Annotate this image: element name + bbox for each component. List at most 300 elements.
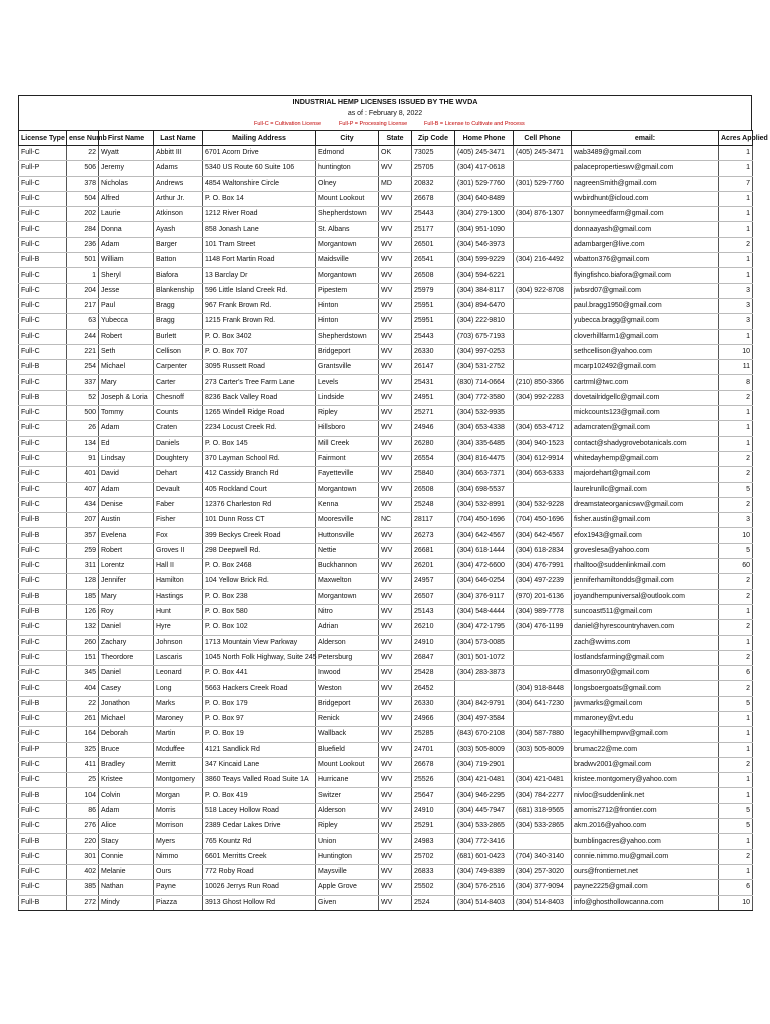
cell-zip-code: 24701 <box>412 742 455 757</box>
cell-last-name: Bragg <box>154 314 203 329</box>
cell-zip-code: 26678 <box>412 757 455 772</box>
cell-first-name: David <box>99 467 154 482</box>
table-row <box>19 253 753 268</box>
cell-license-type: Full-B <box>19 528 67 543</box>
cell-home-phone: (304) 646-0254 <box>455 574 514 589</box>
cell-state: WV <box>379 436 412 451</box>
cell-state: WV <box>379 650 412 665</box>
cell-first-name: Lindsay <box>99 451 154 466</box>
cell-cell-phone: (304) 377-9094 <box>514 880 572 895</box>
cell-email: connie.nimmo.mu@gmail.com <box>572 849 719 864</box>
cell-zip-code: 26507 <box>412 589 455 604</box>
cell-mailing-address: 772 Roby Road <box>203 864 316 879</box>
cell-license-type: Full-C <box>19 329 67 344</box>
cell-state: WV <box>379 742 412 757</box>
cell-city: Fairmont <box>316 451 379 466</box>
cell-zip-code: 26273 <box>412 528 455 543</box>
cell-license-type: Full-C <box>19 635 67 650</box>
cell-home-phone: (303) 505-8009 <box>455 742 514 757</box>
cell-license-number: 63 <box>67 314 99 329</box>
header-row <box>19 131 753 146</box>
cell-license-number: 325 <box>67 742 99 757</box>
cell-state: WV <box>379 543 412 558</box>
cell-state: WV <box>379 711 412 726</box>
cell-cell-phone: (304) 918-8448 <box>514 681 572 696</box>
cell-home-phone: (304) 531-2752 <box>455 360 514 375</box>
cell-city: Mount Lookout <box>316 191 379 206</box>
cell-mailing-address: 101 Tram Street <box>203 237 316 252</box>
cell-mailing-address: P. O. Box 102 <box>203 620 316 635</box>
cell-email: jenniferhamiltondds@gmail.com <box>572 574 719 589</box>
cell-license-number: 500 <box>67 406 99 421</box>
cell-zip-code: 26147 <box>412 360 455 375</box>
cell-zip-code: 20832 <box>412 176 455 191</box>
cell-cell-phone <box>514 711 572 726</box>
cell-acres-applied: 1 <box>719 788 753 803</box>
cell-mailing-address: P. O. Box 707 <box>203 344 316 359</box>
cell-cell-phone <box>514 161 572 176</box>
cell-home-phone: (304) 772-3416 <box>455 834 514 849</box>
cell-license-number: 236 <box>67 237 99 252</box>
cell-email: mcarp102492@gmail.com <box>572 360 719 375</box>
cell-home-phone: (304) 335-6485 <box>455 436 514 451</box>
table-row <box>19 329 753 344</box>
cell-license-number: 126 <box>67 604 99 619</box>
cell-zip-code: 24957 <box>412 574 455 589</box>
cell-zip-code: 25271 <box>412 406 455 421</box>
cell-license-type: Full-C <box>19 711 67 726</box>
table-row <box>19 161 753 176</box>
cell-email: fisher.austin@gmail.com <box>572 513 719 528</box>
legend-full-p: Full-P = Processing License <box>339 121 408 127</box>
cell-last-name: Arthur Jr. <box>154 191 203 206</box>
cell-cell-phone: (304) 514-8403 <box>514 895 572 910</box>
cell-mailing-address: 13 Barclay Dr <box>203 268 316 283</box>
cell-license-type: Full-C <box>19 757 67 772</box>
cell-home-phone: (304) 698-5537 <box>455 482 514 497</box>
cell-zip-code: 25647 <box>412 788 455 803</box>
cell-acres-applied: 8 <box>719 375 753 390</box>
cell-first-name: Laurie <box>99 207 154 222</box>
cell-license-number: 402 <box>67 864 99 879</box>
cell-cell-phone: (304) 876-1307 <box>514 207 572 222</box>
cell-zip-code: 26541 <box>412 253 455 268</box>
cell-home-phone: (704) 450-1696 <box>455 513 514 528</box>
cell-license-number: 506 <box>67 161 99 176</box>
cell-license-number: 221 <box>67 344 99 359</box>
cell-cell-phone: (304) 992-2283 <box>514 390 572 405</box>
table-row <box>19 436 753 451</box>
cell-city: Mount Lookout <box>316 757 379 772</box>
cell-last-name: Ayash <box>154 222 203 237</box>
cell-city: huntington <box>316 161 379 176</box>
cell-acres-applied: 1 <box>719 406 753 421</box>
cell-mailing-address: 4121 Sandlick Rd <box>203 742 316 757</box>
table-row <box>19 650 753 665</box>
cell-cell-phone: (704) 450-1696 <box>514 513 572 528</box>
cell-state: WV <box>379 268 412 283</box>
cell-cell-phone: (304) 663-6333 <box>514 467 572 482</box>
cell-license-number: 254 <box>67 360 99 375</box>
cell-city: Morgantown <box>316 589 379 604</box>
cell-last-name: Blankenship <box>154 283 203 298</box>
cell-first-name: Lorentz <box>99 559 154 574</box>
column-header-license-number: ense Numb <box>67 131 99 146</box>
table-row <box>19 711 753 726</box>
cell-license-number: 261 <box>67 711 99 726</box>
cell-zip-code: 26452 <box>412 681 455 696</box>
cell-cell-phone: (304) 497-2239 <box>514 574 572 589</box>
cell-state: WV <box>379 283 412 298</box>
cell-license-number: 378 <box>67 176 99 191</box>
cell-license-number: 411 <box>67 757 99 772</box>
cell-first-name: Jeremy <box>99 161 154 176</box>
cell-state: WV <box>379 895 412 910</box>
cell-license-number: 345 <box>67 666 99 681</box>
cell-license-type: Full-C <box>19 819 67 834</box>
cell-license-type: Full-C <box>19 176 67 191</box>
cell-state: WV <box>379 528 412 543</box>
cell-cell-phone: (304) 940-1523 <box>514 436 572 451</box>
cell-email: kristee.montgomery@yahoo.com <box>572 773 719 788</box>
column-header-cell-phone: Cell Phone <box>514 131 572 146</box>
cell-city: Lindside <box>316 390 379 405</box>
cell-mailing-address: P. O. Box 580 <box>203 604 316 619</box>
cell-acres-applied: 3 <box>719 283 753 298</box>
cell-city: Fayetteville <box>316 467 379 482</box>
cell-state: WV <box>379 803 412 818</box>
cell-last-name: Hastings <box>154 589 203 604</box>
cell-state: WV <box>379 574 412 589</box>
cell-first-name: Joseph & Loria <box>99 390 154 405</box>
cell-license-number: 151 <box>67 650 99 665</box>
cell-email: palacepropertieswv@gmail.com <box>572 161 719 176</box>
cell-email: jwvmarks@gmail.com <box>572 696 719 711</box>
cell-home-phone: (304) 749-8389 <box>455 864 514 879</box>
cell-zip-code: 26847 <box>412 650 455 665</box>
cell-first-name: Robert <box>99 543 154 558</box>
cell-email: wab3489@gmail.com <box>572 146 719 161</box>
cell-license-type: Full-C <box>19 283 67 298</box>
cell-first-name: Alfred <box>99 191 154 206</box>
cell-email: adambarger@live.com <box>572 237 719 252</box>
cell-email: brumac22@me.com <box>572 742 719 757</box>
table-row <box>19 222 753 237</box>
cell-acres-applied: 1 <box>719 146 753 161</box>
cell-mailing-address: 8236 Back Valley Road <box>203 390 316 405</box>
cell-last-name: Bragg <box>154 298 203 313</box>
cell-state: WV <box>379 191 412 206</box>
cell-zip-code: 25177 <box>412 222 455 237</box>
cell-city: Huttonsville <box>316 528 379 543</box>
cell-zip-code: 25443 <box>412 207 455 222</box>
cell-zip-code: 24910 <box>412 635 455 650</box>
cell-state: WV <box>379 421 412 436</box>
cell-mailing-address: 967 Frank Brown Rd. <box>203 298 316 313</box>
cell-cell-phone: (304) 216-4492 <box>514 253 572 268</box>
cell-home-phone: (304) 472-1795 <box>455 620 514 635</box>
cell-first-name: Casey <box>99 681 154 696</box>
cell-email: jwbsrd07@gmail.com <box>572 283 719 298</box>
cell-license-number: 260 <box>67 635 99 650</box>
cell-city: Hurricane <box>316 773 379 788</box>
cell-state: WV <box>379 604 412 619</box>
cell-first-name: Mindy <box>99 895 154 910</box>
cell-zip-code: 25951 <box>412 298 455 313</box>
cell-cell-phone: (304) 618-2834 <box>514 543 572 558</box>
cell-state: WV <box>379 207 412 222</box>
cell-home-phone: (405) 245-3471 <box>455 146 514 161</box>
cell-mailing-address: 10026 Jerrys Run Road <box>203 880 316 895</box>
cell-license-number: 1 <box>67 268 99 283</box>
cell-home-phone: (304) 417-0618 <box>455 161 514 176</box>
cell-mailing-address: 101 Dunn Ross CT <box>203 513 316 528</box>
cell-email: cloverhillfarm1@gmail.com <box>572 329 719 344</box>
cell-email: nivloc@suddenlink.net <box>572 788 719 803</box>
cell-state: WV <box>379 161 412 176</box>
cell-zip-code: 26210 <box>412 620 455 635</box>
cell-mailing-address: 405 Rockland Court <box>203 482 316 497</box>
cell-zip-code: 24946 <box>412 421 455 436</box>
cell-license-type: Full-C <box>19 207 67 222</box>
cell-zip-code: 25705 <box>412 161 455 176</box>
cell-zip-code: 2524 <box>412 895 455 910</box>
cell-acres-applied: 7 <box>719 176 753 191</box>
cell-first-name: Ed <box>99 436 154 451</box>
table-row <box>19 895 753 910</box>
cell-acres-applied: 5 <box>719 819 753 834</box>
cell-acres-applied: 1 <box>719 222 753 237</box>
table-row <box>19 375 753 390</box>
cell-home-phone: (304) 533-2865 <box>455 819 514 834</box>
cell-license-type: Full-C <box>19 620 67 635</box>
cell-city: Levels <box>316 375 379 390</box>
cell-home-phone: (304) 842-9791 <box>455 696 514 711</box>
cell-city: Maidsville <box>316 253 379 268</box>
cell-cell-phone: (304) 653-4712 <box>514 421 572 436</box>
cell-mailing-address: P. O. Box 19 <box>203 727 316 742</box>
cell-zip-code: 26554 <box>412 451 455 466</box>
cell-acres-applied: 1 <box>719 161 753 176</box>
cell-email: wvbirdhunt@icloud.com <box>572 191 719 206</box>
cell-zip-code: 24910 <box>412 803 455 818</box>
cell-mailing-address: 4854 Waltonshire Circle <box>203 176 316 191</box>
cell-city: Bridgeport <box>316 344 379 359</box>
table-row <box>19 696 753 711</box>
table-row <box>19 834 753 849</box>
cell-license-type: Full-C <box>19 773 67 788</box>
cell-city: Apple Grove <box>316 880 379 895</box>
legend-full-c: Full-C = Cultivation License <box>254 121 322 127</box>
cell-first-name: Bradley <box>99 757 154 772</box>
cell-city: Nitro <box>316 604 379 619</box>
cell-acres-applied: 1 <box>719 253 753 268</box>
cell-email: dreamstateorganicswv@gmail.com <box>572 497 719 512</box>
cell-home-phone: (681) 601-0423 <box>455 849 514 864</box>
cell-city: Ripley <box>316 819 379 834</box>
cell-zip-code: 26681 <box>412 543 455 558</box>
cell-city: Grantsville <box>316 360 379 375</box>
cell-license-type: Full-C <box>19 803 67 818</box>
column-header-last-name: Last Name <box>154 131 203 146</box>
table-row <box>19 803 753 818</box>
cell-cell-phone: (704) 340-3140 <box>514 849 572 864</box>
cell-first-name: Connie <box>99 849 154 864</box>
cell-state: WV <box>379 298 412 313</box>
cell-last-name: Morrison <box>154 819 203 834</box>
cell-license-number: 22 <box>67 696 99 711</box>
cell-license-type: Full-C <box>19 650 67 665</box>
cell-cell-phone: (405) 245-3471 <box>514 146 572 161</box>
cell-state: WV <box>379 666 412 681</box>
cell-cell-phone <box>514 834 572 849</box>
cell-cell-phone: (304) 587-7880 <box>514 727 572 742</box>
cell-city: Buckhannon <box>316 559 379 574</box>
cell-zip-code: 25526 <box>412 773 455 788</box>
cell-state: WV <box>379 451 412 466</box>
cell-license-type: Full-C <box>19 482 67 497</box>
cell-mailing-address: 347 Kincaid Lane <box>203 757 316 772</box>
cell-acres-applied: 6 <box>719 666 753 681</box>
cell-acres-applied: 1 <box>719 191 753 206</box>
cell-acres-applied: 3 <box>719 513 753 528</box>
cell-first-name: Michael <box>99 360 154 375</box>
cell-email: suncoast511@gmail.com <box>572 604 719 619</box>
cell-home-phone: (304) 618-1444 <box>455 543 514 558</box>
cell-first-name: Daniel <box>99 620 154 635</box>
cell-zip-code: 25431 <box>412 375 455 390</box>
cell-zip-code: 25840 <box>412 467 455 482</box>
cell-mailing-address: 858 Jonash Lane <box>203 222 316 237</box>
cell-license-type: Full-C <box>19 451 67 466</box>
cell-mailing-address: 518 Lacey Hollow Road <box>203 803 316 818</box>
cell-acres-applied: 5 <box>719 482 753 497</box>
license-sheet <box>18 95 768 911</box>
cell-home-phone: (304) 642-4567 <box>455 528 514 543</box>
cell-last-name: Merritt <box>154 757 203 772</box>
cell-license-number: 301 <box>67 849 99 864</box>
cell-state: WV <box>379 344 412 359</box>
cell-license-type: Full-C <box>19 268 67 283</box>
cell-mailing-address: P. O. Box 2468 <box>203 559 316 574</box>
cell-license-type: Full-B <box>19 253 67 268</box>
cell-license-type: Full-C <box>19 314 67 329</box>
cell-email: amorris2712@frontier.com <box>572 803 719 818</box>
cell-mailing-address: P. O. Box 441 <box>203 666 316 681</box>
table-row <box>19 344 753 359</box>
table-row <box>19 360 753 375</box>
table-row <box>19 620 753 635</box>
cell-license-number: 134 <box>67 436 99 451</box>
cell-home-phone: (304) 653-4338 <box>455 421 514 436</box>
cell-last-name: Daniels <box>154 436 203 451</box>
cell-license-type: Full-B <box>19 895 67 910</box>
cell-license-type: Full-B <box>19 589 67 604</box>
cell-email: mickcounts123@gmail.com <box>572 406 719 421</box>
cell-city: Shepherdstown <box>316 329 379 344</box>
cell-state: WV <box>379 681 412 696</box>
cell-last-name: Morris <box>154 803 203 818</box>
cell-first-name: Adam <box>99 803 154 818</box>
cell-home-phone: (843) 670-2108 <box>455 727 514 742</box>
cell-home-phone: (304) 663-7371 <box>455 467 514 482</box>
cell-cell-phone <box>514 650 572 665</box>
cell-license-number: 504 <box>67 191 99 206</box>
cell-email: bradwv2001@gmail.com <box>572 757 719 772</box>
cell-first-name: Roy <box>99 604 154 619</box>
cell-acres-applied: 1 <box>719 742 753 757</box>
cell-email: sethcellison@yahoo.com <box>572 344 719 359</box>
cell-license-type: Full-C <box>19 864 67 879</box>
cell-acres-applied: 6 <box>719 880 753 895</box>
cell-mailing-address: 104 Yellow Brick Rd. <box>203 574 316 589</box>
cell-zip-code: 25702 <box>412 849 455 864</box>
cell-home-phone <box>455 681 514 696</box>
cell-home-phone: (304) 816-4475 <box>455 451 514 466</box>
cell-first-name: Daniel <box>99 666 154 681</box>
table-row <box>19 773 753 788</box>
cell-city: Bridgeport <box>316 696 379 711</box>
cell-mailing-address: 1215 Frank Brown Rd. <box>203 314 316 329</box>
table-row <box>19 207 753 222</box>
cell-license-type: Full-P <box>19 742 67 757</box>
cell-license-number: 202 <box>67 207 99 222</box>
cell-cell-phone: (970) 201-6136 <box>514 589 572 604</box>
table-row <box>19 849 753 864</box>
cell-license-type: Full-P <box>19 161 67 176</box>
cell-home-phone: (304) 573-0085 <box>455 635 514 650</box>
table-row <box>19 574 753 589</box>
cell-acres-applied: 1 <box>719 207 753 222</box>
cell-email: bumblingacres@yahoo.com <box>572 834 719 849</box>
cell-acres-applied: 10 <box>719 895 753 910</box>
cell-city: Maysville <box>316 864 379 879</box>
table-row <box>19 146 753 161</box>
cell-email: mmaroney@vt.edu <box>572 711 719 726</box>
cell-cell-phone: (301) 529-7760 <box>514 176 572 191</box>
column-header-zip-code: Zip Code <box>412 131 455 146</box>
cell-state: WV <box>379 467 412 482</box>
cell-city: Nettie <box>316 543 379 558</box>
cell-state: WV <box>379 757 412 772</box>
cell-last-name: Carpenter <box>154 360 203 375</box>
table-row <box>19 559 753 574</box>
cell-last-name: Devault <box>154 482 203 497</box>
cell-email: nagreenSmith@gmail.com <box>572 176 719 191</box>
cell-last-name: Dehart <box>154 467 203 482</box>
cell-acres-applied: 2 <box>719 620 753 635</box>
cell-first-name: Jonathon <box>99 696 154 711</box>
cell-license-type: Full-C <box>19 467 67 482</box>
cell-license-number: 52 <box>67 390 99 405</box>
table-row <box>19 589 753 604</box>
cell-license-type: Full-C <box>19 421 67 436</box>
cell-cell-phone: (304) 784-2277 <box>514 788 572 803</box>
cell-last-name: Burlett <box>154 329 203 344</box>
cell-last-name: Myers <box>154 834 203 849</box>
cell-first-name: Kristee <box>99 773 154 788</box>
cell-city: Given <box>316 895 379 910</box>
cell-city: Wallback <box>316 727 379 742</box>
cell-acres-applied: 10 <box>719 528 753 543</box>
cell-last-name: Ours <box>154 864 203 879</box>
cell-zip-code: 24983 <box>412 834 455 849</box>
cell-home-phone: (304) 894-6470 <box>455 298 514 313</box>
cell-license-number: 407 <box>67 482 99 497</box>
cell-city: Bluefield <box>316 742 379 757</box>
cell-last-name: Hall II <box>154 559 203 574</box>
cell-mailing-address: 3913 Ghost Hollow Rd <box>203 895 316 910</box>
